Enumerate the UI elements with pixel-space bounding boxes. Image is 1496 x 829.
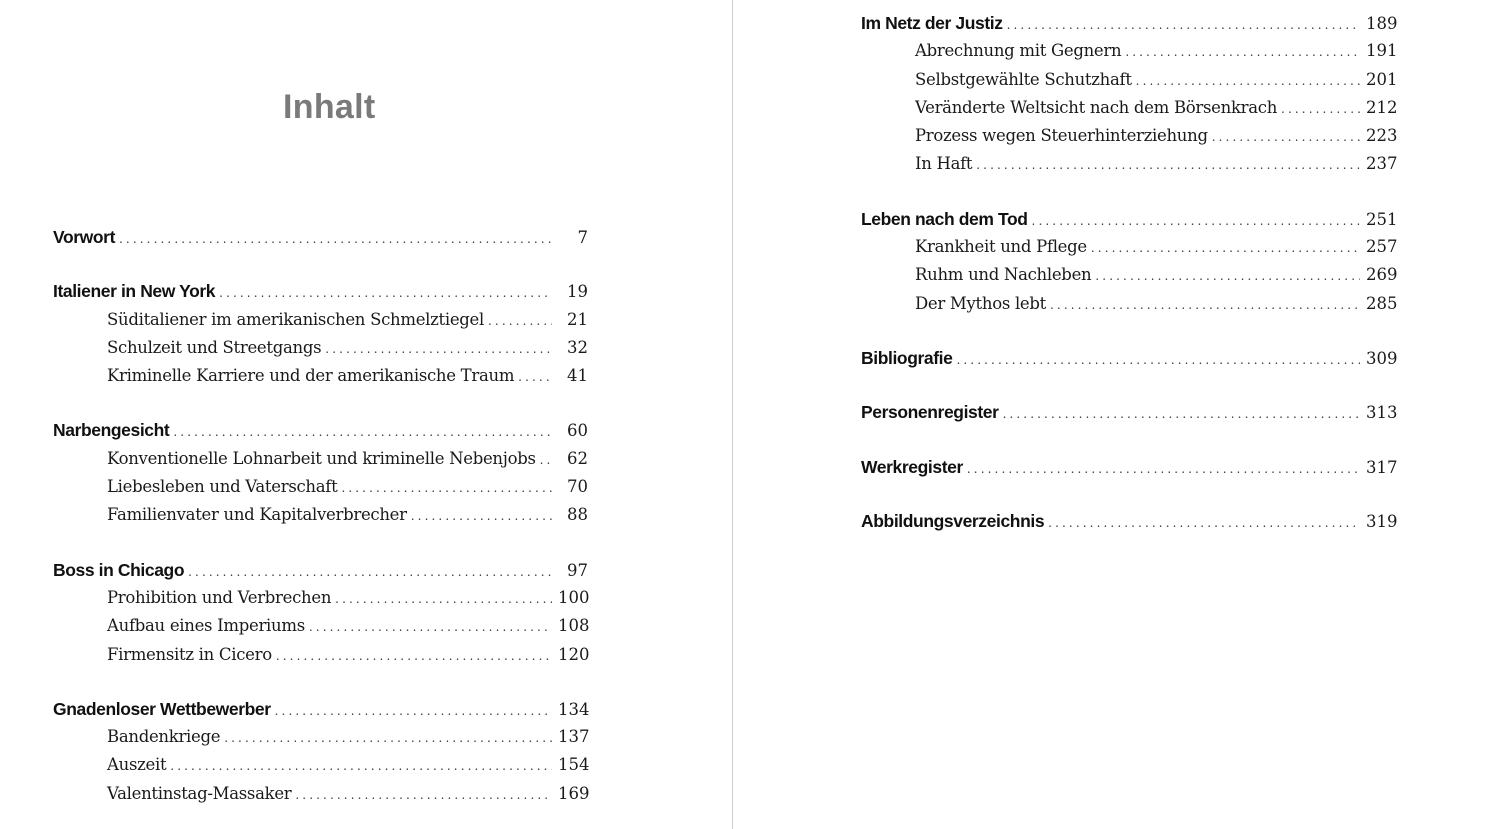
toc-page-number: 60 (567, 421, 588, 441)
dot-leader (540, 446, 552, 474)
toc-page-number: 21 (567, 309, 588, 329)
toc-section-entry[interactable] (861, 233, 1396, 261)
dot-leader (224, 724, 552, 752)
dot-leader (188, 558, 552, 586)
toc-page-number: 108 (558, 616, 590, 636)
toc-page-number: 223 (1366, 126, 1398, 146)
toc-page-number: 7 (577, 228, 588, 247)
toc-page-number: 134 (558, 699, 590, 719)
toc-page-number: 70 (567, 477, 588, 497)
toc-entry-label: Werkregister (861, 456, 963, 477)
toc-section-entry[interactable] (861, 37, 1396, 65)
toc-entry-label: Vorwort (53, 227, 116, 247)
toc-page-number: 251 (1366, 209, 1398, 229)
toc-chapter-entry[interactable] (53, 695, 588, 723)
toc-entry-label: Schulzeit und Streetgangs (107, 337, 322, 357)
toc-entry-label: Ruhm und Nachleben (915, 265, 1092, 285)
toc-section-entry[interactable] (53, 445, 588, 473)
dot-leader (1212, 123, 1360, 151)
toc-entry-label: Konventionelle Lohnarbeit und kriminelle Nebenjobs (107, 448, 536, 468)
toc-page-number: 41 (567, 366, 588, 386)
toc-page-number: 189 (1366, 14, 1398, 33)
dot-leader (119, 225, 552, 253)
dot-leader (275, 697, 552, 725)
toc-entry-label: In Haft (915, 154, 973, 174)
toc-chapter-entry[interactable] (53, 223, 588, 251)
toc-section-entry[interactable] (53, 780, 588, 808)
dot-leader (335, 585, 552, 613)
toc-page-number: 313 (1366, 403, 1398, 423)
dot-leader (967, 455, 1360, 483)
toc-entry-label: Der Mythos lebt (915, 293, 1046, 313)
toc-section-entry[interactable] (861, 290, 1396, 318)
toc-page-number: 309 (1366, 348, 1398, 368)
toc-section-entry[interactable] (53, 751, 588, 779)
toc-entry-label: Aufbau eines Imperiums (107, 616, 305, 636)
toc-section-entry[interactable] (53, 306, 588, 334)
dot-leader (325, 335, 552, 363)
dot-leader (309, 613, 552, 641)
toc-chapter-entry[interactable] (861, 507, 1396, 535)
toc-page-number: 32 (567, 337, 588, 357)
toc-page-number: 154 (558, 755, 590, 775)
toc-title: Inhalt (283, 88, 376, 126)
toc-entry-label: Selbstgewählte Schutzhaft (915, 69, 1132, 89)
dot-leader (170, 752, 552, 780)
toc-page-number: 269 (1366, 265, 1398, 285)
dot-leader (956, 346, 1360, 374)
toc-page-number: 120 (558, 644, 590, 664)
toc-page-number: 97 (567, 560, 588, 580)
toc-entry-label: Im Netz der Justiz (861, 13, 1003, 33)
dot-leader (295, 781, 552, 809)
toc-entry-label: Prohibition und Verbrechen (107, 587, 332, 607)
dot-leader (1048, 509, 1360, 537)
toc-entry-label: Firmensitz in Cicero (107, 644, 272, 664)
toc-entry-label: Abbildungsverzeichnis (861, 510, 1045, 531)
dot-leader (1032, 207, 1360, 235)
toc-entry-label: Kriminelle Karriere und der amerikanische Traum (107, 366, 515, 386)
dot-leader (1095, 262, 1360, 290)
toc-entry-label: Veränderte Weltsicht nach dem Börsenkrach (915, 97, 1278, 117)
toc-page-number: 88 (567, 505, 588, 525)
toc-entry-label: Bandenkriege (107, 727, 221, 747)
right-page (733, 0, 1496, 829)
toc-entry-label: Personenregister (861, 402, 999, 423)
toc-chapter-entry[interactable] (53, 416, 588, 444)
toc-entry-label: Boss in Chicago (53, 559, 185, 580)
toc-section-entry[interactable] (53, 612, 588, 640)
toc-entry-label: Abrechnung mit Gegnern (915, 41, 1122, 61)
dot-leader (1125, 38, 1360, 66)
toc-entry-label: Gnadenloser Wettbewerber (53, 698, 271, 719)
toc-entry-label: Liebesleben und Vaterschaft (107, 477, 338, 497)
dot-leader (411, 502, 552, 530)
toc-entry-label: Familienvater und Kapitalverbrecher (107, 505, 407, 525)
toc-entry-label: Süditaliener im amerikanischen Schmelztiegel (107, 309, 484, 329)
toc-entry-label: Narbengesicht (53, 420, 170, 441)
left-page (0, 0, 732, 829)
dot-leader (1003, 400, 1360, 428)
toc-page-number: 319 (1366, 511, 1398, 531)
toc-section-entry[interactable] (861, 150, 1396, 178)
toc-entry-label: Italiener in New York (53, 281, 216, 302)
toc-entry-label: Krankheit und Pflege (915, 237, 1087, 257)
toc-section-entry[interactable] (53, 641, 588, 669)
toc-chapter-entry[interactable] (53, 556, 588, 584)
toc-chapter-entry[interactable] (861, 453, 1396, 481)
toc-entry-label: Prozess wegen Steuerhinterziehung (915, 126, 1208, 146)
toc-chapter-entry[interactable] (861, 398, 1396, 426)
dot-leader (518, 363, 552, 391)
dot-leader (1091, 234, 1360, 262)
dot-leader (219, 279, 552, 307)
toc-entry-label: Bibliografie (861, 347, 953, 368)
toc-section-entry[interactable] (53, 362, 588, 390)
toc-entry-label: Leben nach dem Tod (861, 208, 1028, 229)
toc-page-number: 62 (567, 448, 588, 468)
toc-page-number: 212 (1366, 97, 1398, 117)
toc-page-number: 19 (567, 282, 588, 302)
toc-section-entry[interactable] (53, 334, 588, 362)
dot-leader (976, 151, 1360, 179)
toc-page-number: 285 (1366, 293, 1398, 313)
toc-section-entry[interactable] (861, 122, 1396, 150)
toc-page-number: 100 (558, 587, 590, 607)
toc-chapter-entry[interactable] (861, 9, 1396, 37)
toc-section-entry[interactable] (53, 584, 588, 612)
dot-leader (276, 642, 552, 670)
dot-leader (1007, 11, 1360, 39)
toc-chapter-entry[interactable] (861, 205, 1396, 233)
toc-section-entry[interactable] (53, 723, 588, 751)
toc-entry-label: Valentinstag-Massaker (107, 783, 292, 803)
toc-page-number: 169 (558, 783, 590, 803)
toc-chapter-entry[interactable] (53, 277, 588, 305)
toc-right (861, 9, 1396, 535)
toc-left (53, 223, 588, 808)
toc-section-entry[interactable] (861, 261, 1396, 289)
toc-page-number: 237 (1366, 154, 1398, 174)
dot-leader (1050, 291, 1360, 319)
toc-page-number: 257 (1366, 237, 1398, 257)
toc-page-number: 317 (1366, 457, 1398, 477)
toc-section-entry[interactable] (861, 94, 1396, 122)
toc-section-entry[interactable] (53, 501, 588, 529)
dot-leader (341, 474, 552, 502)
toc-section-entry[interactable] (861, 66, 1396, 94)
toc-page-number: 191 (1366, 41, 1398, 61)
toc-entry-label: Auszeit (107, 755, 167, 775)
dot-leader (1281, 95, 1360, 123)
toc-page-number: 201 (1366, 69, 1398, 89)
dot-leader (173, 418, 552, 446)
toc-chapter-entry[interactable] (861, 344, 1396, 372)
toc-page-number: 137 (558, 727, 590, 747)
dot-leader (488, 307, 552, 335)
toc-section-entry[interactable] (53, 473, 588, 501)
dot-leader (1136, 67, 1360, 95)
